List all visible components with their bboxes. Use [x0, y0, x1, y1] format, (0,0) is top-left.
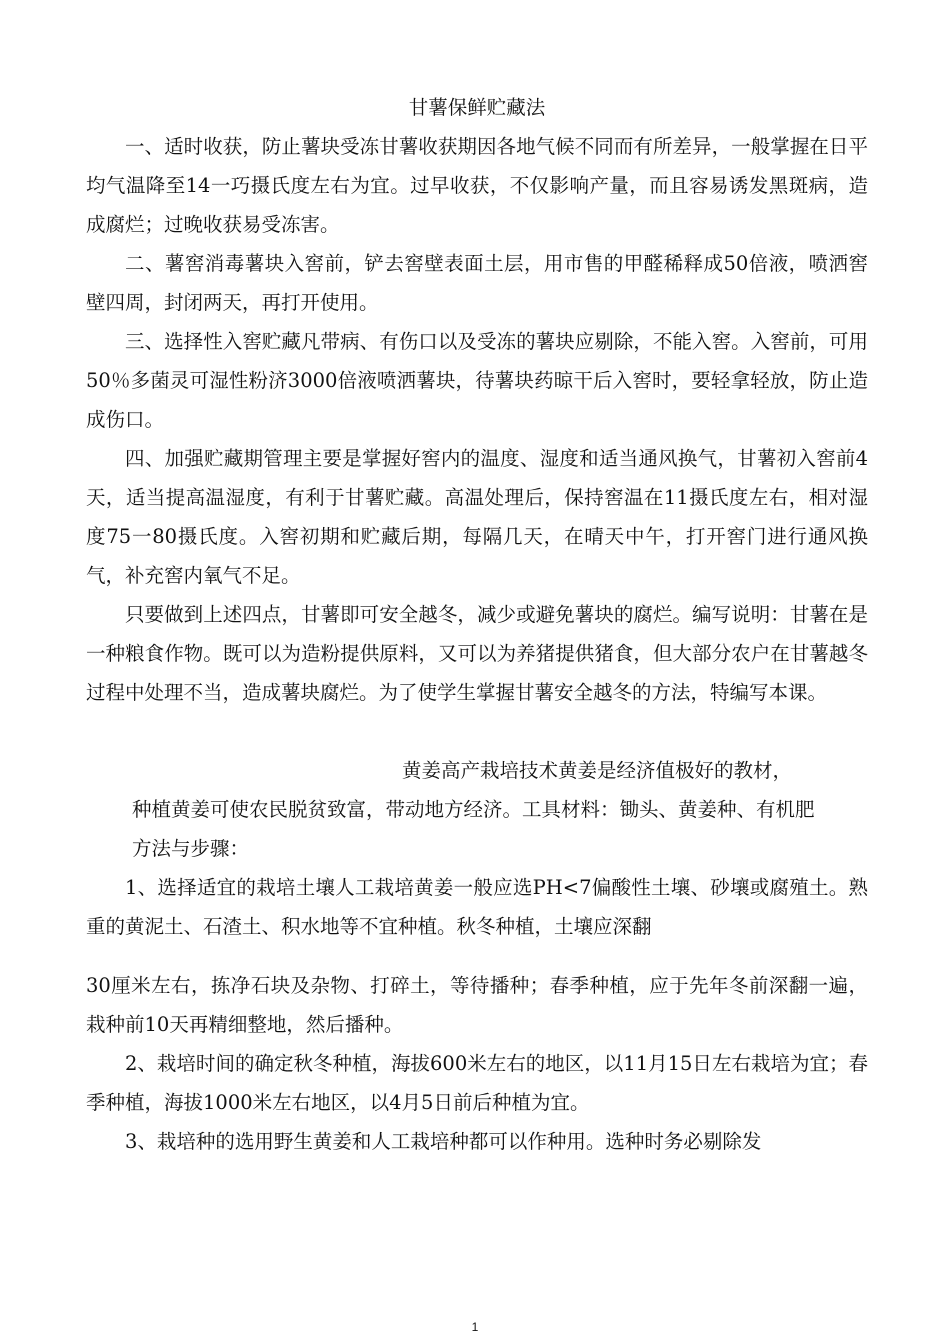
ginger-step1-part2: 30厘米左右，拣净石块及杂物、打碎土，等待播种；春季种植，应于先年冬前深翻一遍，栽种前10天再精细整地，然后播种。: [86, 974, 868, 1036]
ginger-step1-part1: 1、选择适宜的栽培土壤人工栽培黄姜一般应选PH<7偏酸性土壤、砂壤或腐殖土。熟重的黄泥土、石渣土、积水地等不宜种植。秋冬种植，土壤应深翻: [86, 876, 868, 938]
paragraph-manage: 四、加强贮藏期管理主要是掌握好窖内的温度、湿度和适当通风换气，甘薯初入窖前4天，适当提高温湿度，有利于甘薯贮藏。高温处理后，保持窖温在11摄氏度左右，相对湿度75一80摄氏度。入窖初期和贮藏后期，每隔几天，在晴天中午，打开窖门进行通风换气，补充窖内氧气不足。: [86, 447, 868, 587]
section-spacer: [86, 712, 868, 751]
paragraph-select: 三、选择性入窖贮藏凡带病、有伤口以及受冻的薯块应剔除，不能入窖。入窖前，可用50％多菌灵可湿性粉济3000倍液喷洒薯块，待薯块药晾干后入窖时，要轻拿轻放，防止造成伤口。: [86, 330, 868, 431]
article-title: 甘薯保鲜贮藏法: [408, 96, 546, 119]
ginger-intro: 种植黄姜可使农民脱贫致富，带动地方经济。工具材料：锄头、黄姜种、有机肥: [132, 798, 815, 821]
ginger-step3: 3、栽培种的选用野生黄姜和人工栽培种都可以作种用。选种时务必剔除发: [125, 1130, 762, 1153]
paragraph-summary: 只要做到上述四点，甘薯即可安全越冬，减少或避免薯块的腐烂。编写说明：甘薯在是一种粮食作物。既可以为造粉提供原料，又可以为养猪提供猪食，但大部分农户在甘薯越冬过程中处理不当，造成薯块腐烂。为了使学生掌握甘薯安全越冬的方法，特编写本课。: [86, 603, 868, 704]
ginger-title: 黄姜高产栽培技术黄姜是经济值极好的教材，: [402, 759, 793, 782]
ginger-step2: 2、栽培时间的确定秋冬种植，海拔600米左右的地区，以11月15日左右栽培为宜；春季种植，海拔1000米左右地区，以4月5日前后种植为宜。: [86, 1052, 868, 1114]
ginger-method-heading: 方法与步骤：: [132, 837, 250, 860]
document-body: [86, 88, 868, 1161]
page-number: 1: [471, 1320, 479, 1334]
break-spacer: [86, 946, 868, 966]
paragraph-disinfect: 二、薯窖消毒薯块入窖前，铲去窖壁表面土层，用市售的甲醛稀释成50倍液，喷洒窖壁四周，封闭两天，再打开使用。: [86, 252, 868, 314]
paragraph-harvest: 一、适时收获，防止薯块受冻甘薯收获期因各地气候不同而有所差异，一般掌握在日平均气温降至14一巧摄氏度左右为宜。过早收获，不仅影响产量，而且容易诱发黑斑病，造成腐烂；过晚收获易受冻害。: [86, 135, 868, 236]
